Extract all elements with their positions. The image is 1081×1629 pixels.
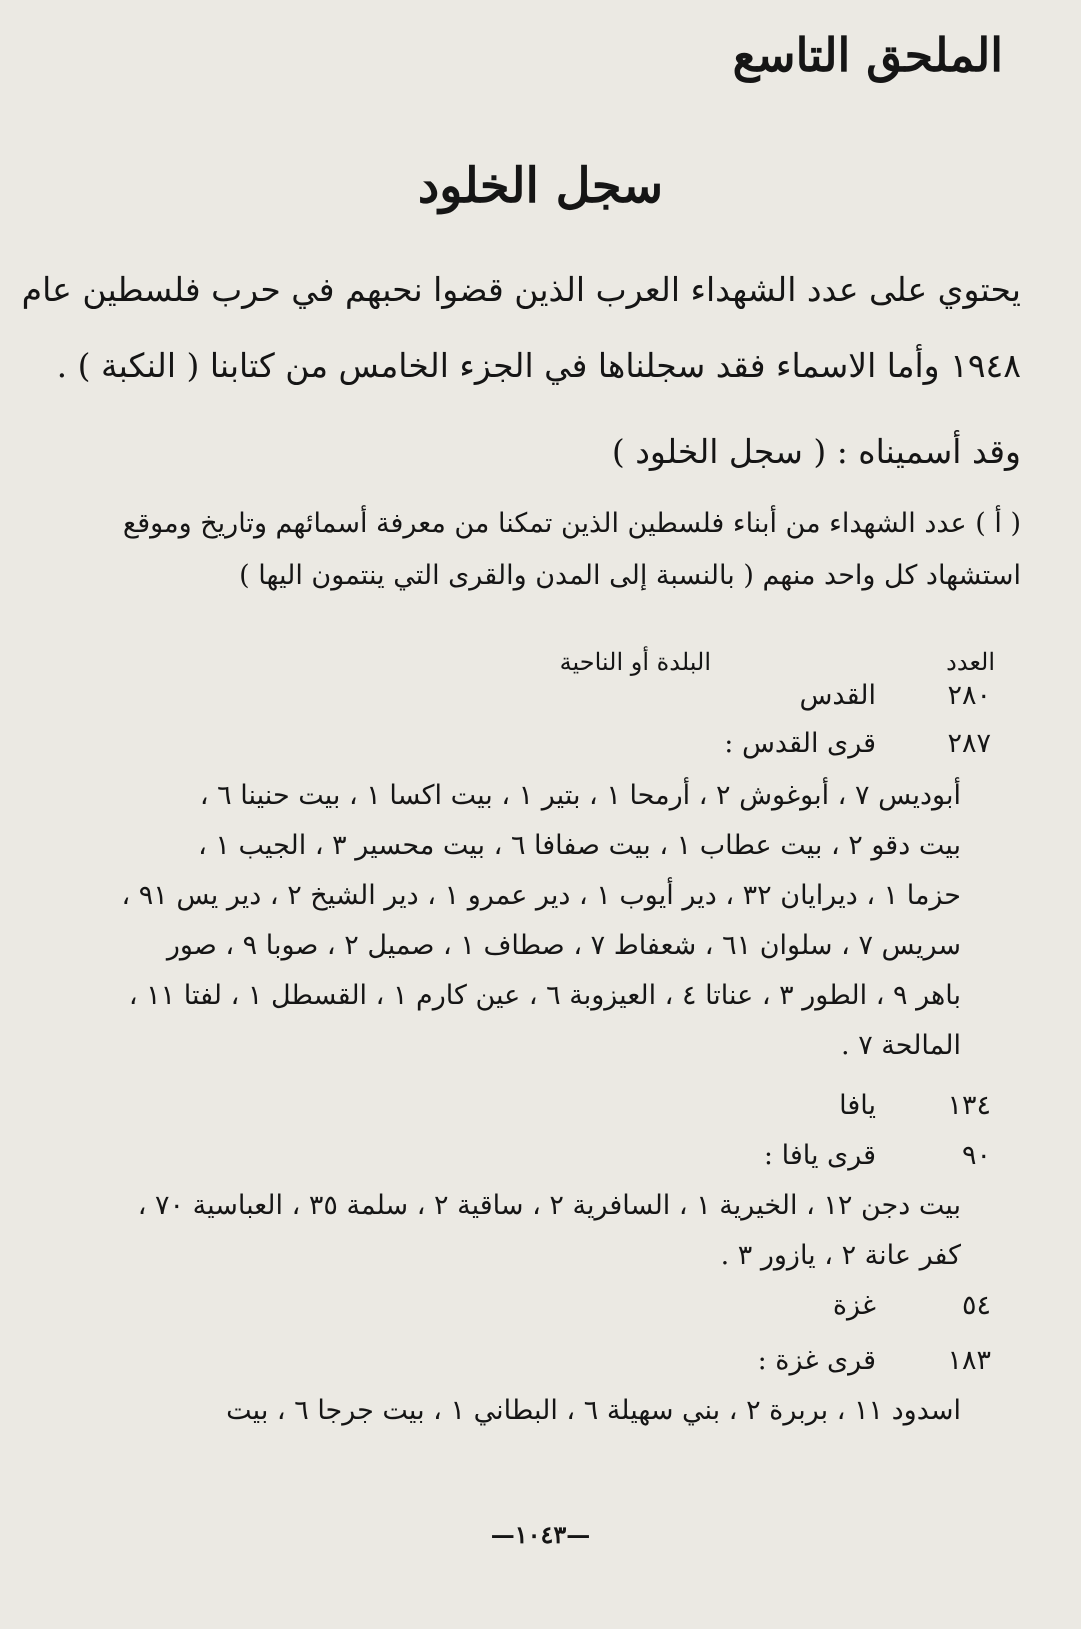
village-list-line: باهر ٩ ، الطور ٣ ، عناتا ٤ ، العيزوبة ٦ ، عين كارم ١ ، القسطل ١ ، لفتا ١١ ، bbox=[128, 980, 961, 1011]
village-list-line: حزما ١ ، ديرايان ٣٢ ، دير أيوب ١ ، دير عمرو ١ ، دير الشيخ ٢ ، دير يس ٩١ ، bbox=[121, 880, 961, 911]
village-list-line: المالحة ٧ . bbox=[841, 1030, 961, 1061]
entry-count: ٢٨٧ bbox=[947, 728, 991, 759]
village-list-line: اسدود ١١ ، بربرة ٢ ، بني سهيلة ٦ ، البطاني ١ ، بيت جرجا ٦ ، بيت bbox=[226, 1395, 961, 1426]
entry-count: ٩٠ bbox=[961, 1140, 991, 1171]
column-header-town: البلدة أو الناحية bbox=[559, 648, 711, 676]
village-list-line: بيت دقو ٢ ، بيت عطاب ١ ، بيت صفافا ٦ ، بيت محسير ٣ ، الجيب ١ ، bbox=[198, 830, 961, 861]
entry-town: غزة bbox=[832, 1290, 876, 1321]
column-header-count: العدد bbox=[946, 648, 995, 676]
entry-count: ٥٤ bbox=[961, 1290, 991, 1321]
village-list-line: أبوديس ٧ ، أبوغوش ٢ ، أرمحا ١ ، بتير ١ ، بيت اكسا ١ ، بيت حنينا ٦ ، bbox=[199, 780, 961, 811]
page-title: سجل الخلود bbox=[417, 158, 664, 214]
section-heading-line: استشهاد كل واحد منهم ( بالنسبة إلى المدن والقرى التي ينتمون اليها ) bbox=[239, 560, 1021, 591]
entry-count: ٢٨٠ bbox=[947, 680, 991, 711]
village-list-line: بيت دجن ١٢ ، الخيرية ١ ، السافرية ٢ ، ساقية ٢ ، سلمة ٣٥ ، العباسية ٧٠ ، bbox=[137, 1190, 961, 1221]
village-list-line: كفر عانة ٢ ، يازور ٣ . bbox=[720, 1240, 961, 1271]
entry-town: يافا bbox=[839, 1090, 876, 1121]
intro-line: يحتوي على عدد الشهداء العرب الذين قضوا نحبهم في حرب فلسطين عام bbox=[21, 270, 1021, 309]
entry-count: ١٨٣ bbox=[947, 1345, 991, 1376]
section-heading-line: ( أ ) عدد الشهداء من أبناء فلسطين الذين تمكنا من معرفة أسمائهم وتاريخ وموقع bbox=[122, 508, 1021, 539]
appendix-label: الملحق التاسع bbox=[732, 28, 1003, 82]
intro-line: وقد أسميناه : ( سجل الخلود ) bbox=[611, 432, 1021, 471]
entry-town: قرى يافا : bbox=[763, 1140, 876, 1171]
entry-town: قرى القدس : bbox=[724, 728, 876, 759]
entry-town: القدس bbox=[799, 680, 876, 711]
page-number: —١٠٤٣— bbox=[490, 1520, 591, 1549]
village-list-line: سريس ٧ ، سلوان ٦١ ، شعفاط ٧ ، صطاف ١ ، صميل ٢ ، صوبا ٩ ، صور bbox=[166, 930, 961, 961]
entry-count: ١٣٤ bbox=[947, 1090, 991, 1121]
entry-town: قرى غزة : bbox=[757, 1345, 876, 1376]
intro-line: ١٩٤٨ وأما الاسماء فقد سجلناها في الجزء الخامس من كتابنا ( النكبة ) . bbox=[56, 346, 1021, 385]
